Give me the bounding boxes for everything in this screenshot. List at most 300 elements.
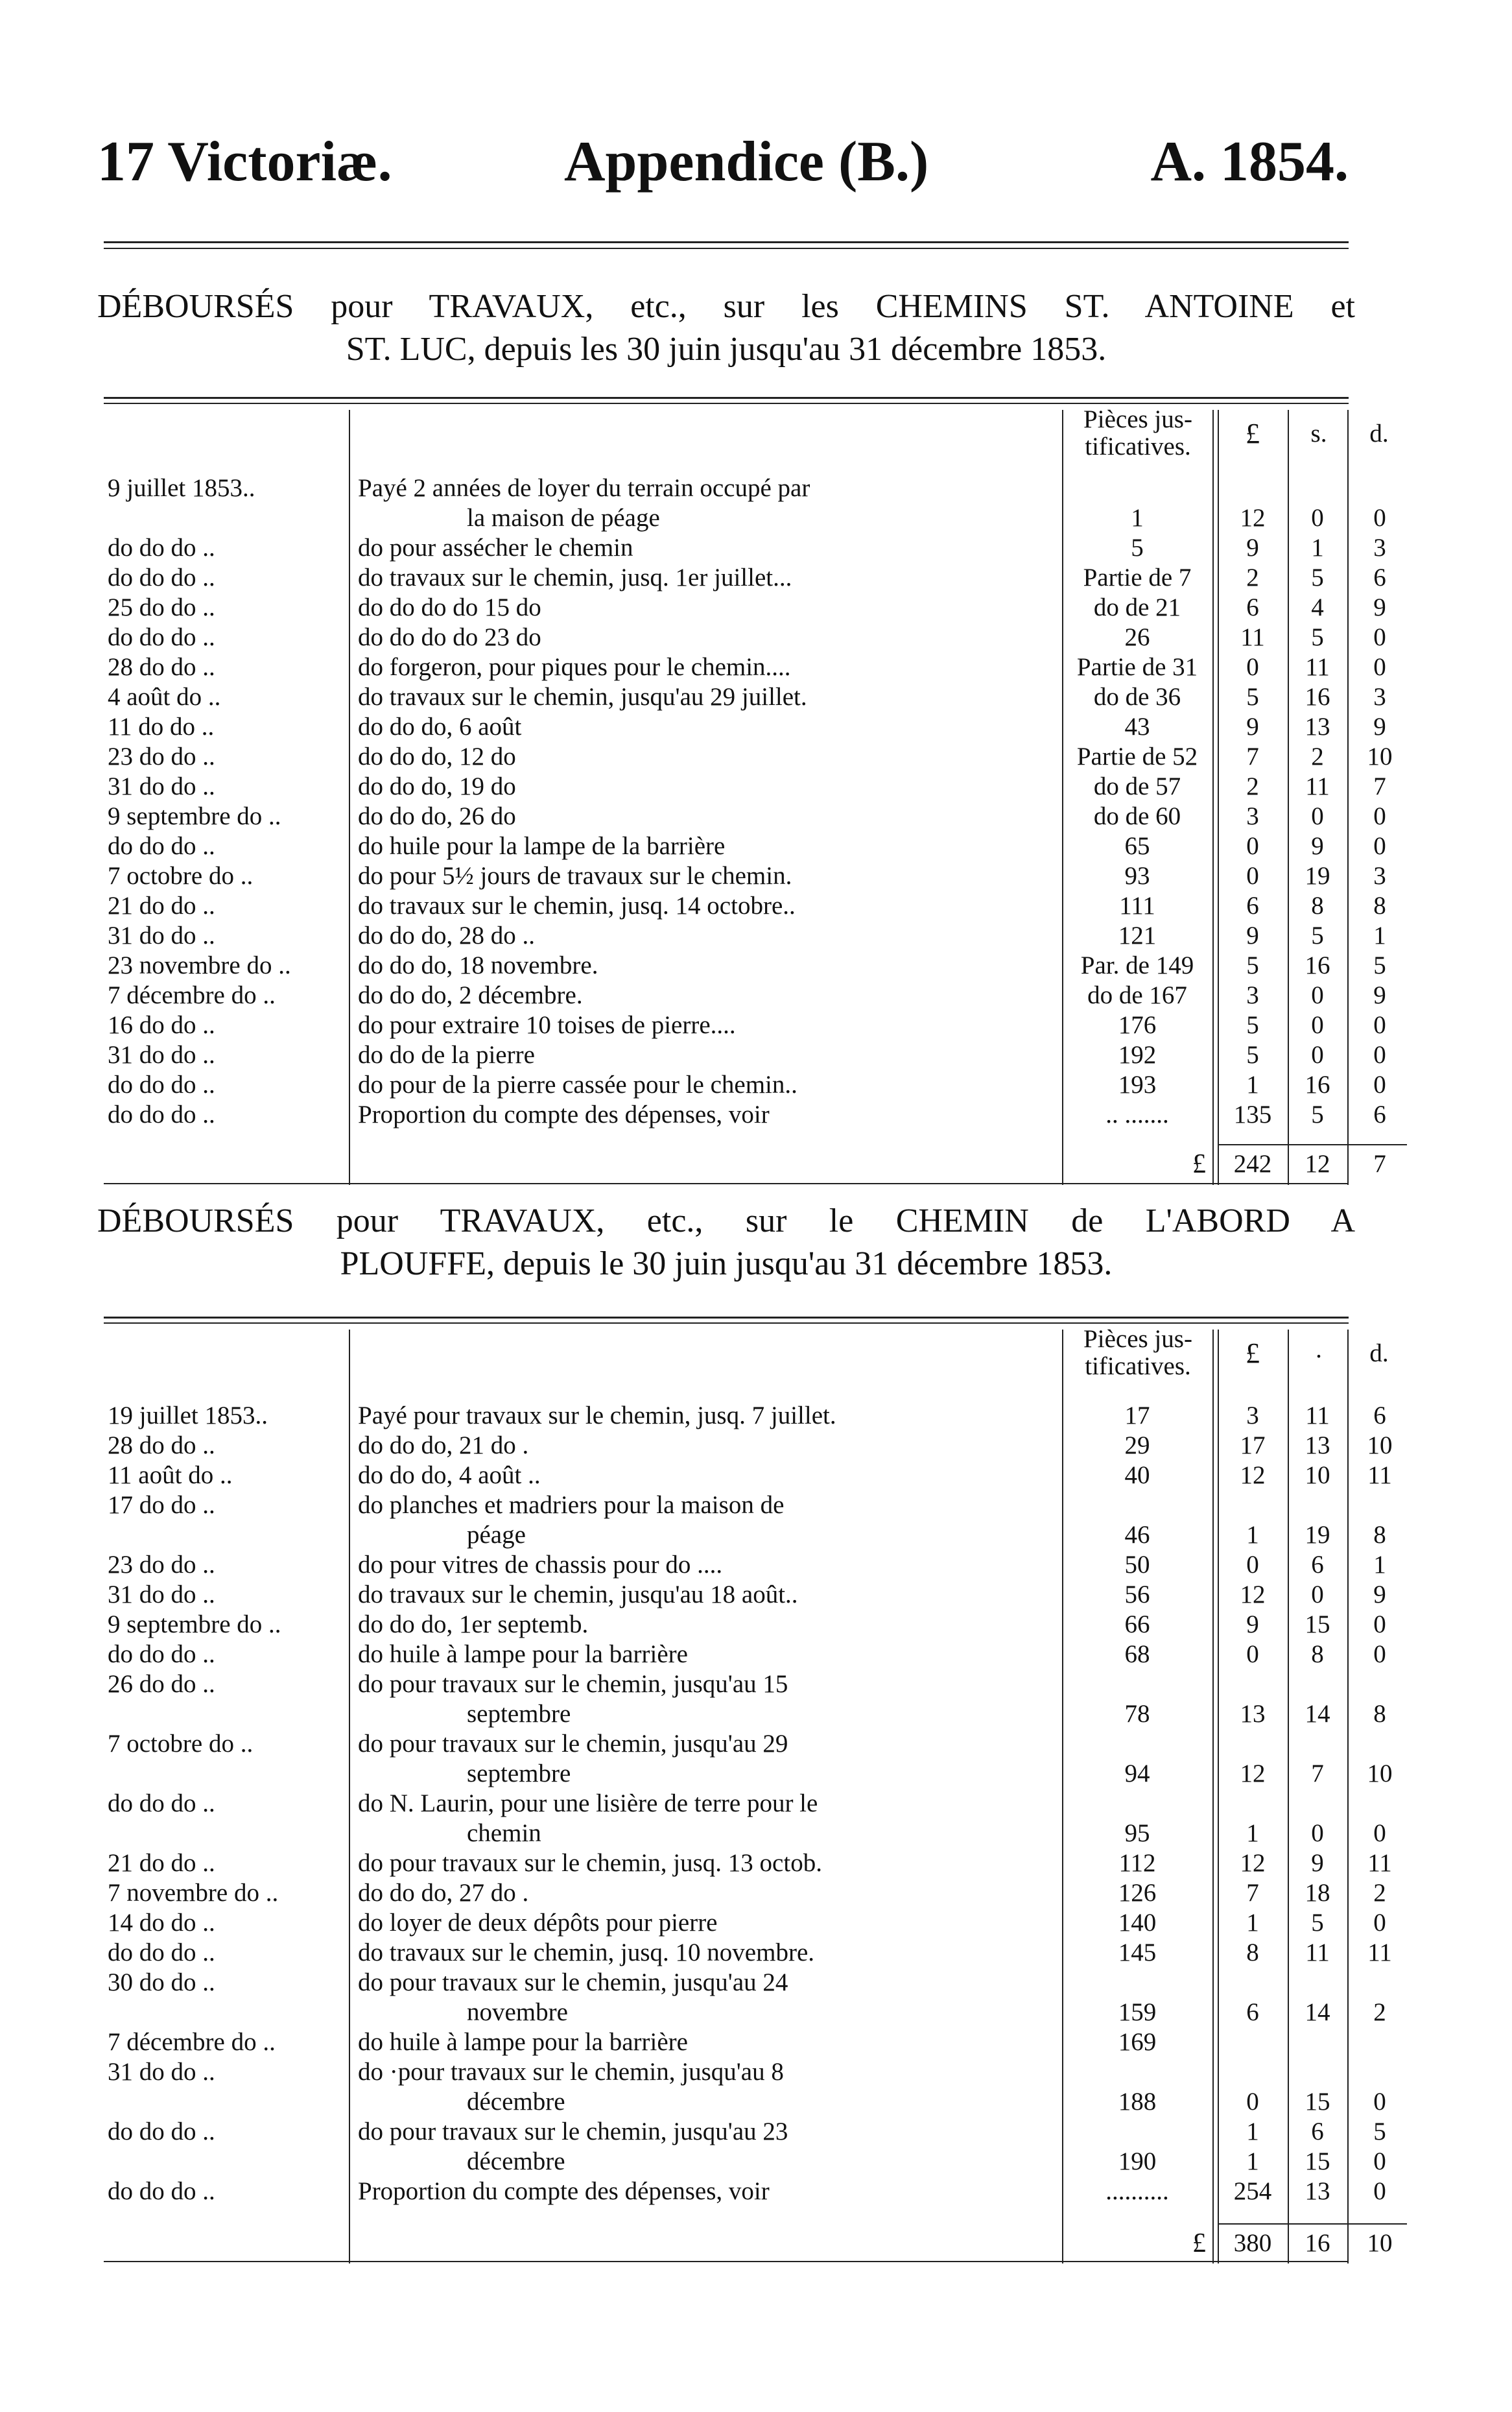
table-row-continuation	[104, 1699, 1386, 1729]
row-voucher: ..........	[1105, 2177, 1169, 2205]
row-description	[358, 533, 1058, 563]
table-bottom-rule	[104, 1183, 1349, 1184]
row-pounds: 0	[1246, 862, 1259, 890]
row-description-text: do do do, 12 do	[358, 743, 520, 770]
row-date: do do do ..	[108, 534, 215, 562]
total-currency: £	[1192, 2228, 1206, 2258]
row-date: 9 septembre do ..	[108, 1610, 281, 1638]
row-date: 31 do do ..	[108, 772, 215, 800]
row-description	[358, 1580, 1058, 1610]
row-description-text: do do de la pierre	[358, 1041, 539, 1069]
row-voucher: do de 60	[1093, 802, 1181, 830]
row-pence: 10	[1367, 1431, 1393, 1459]
table-row	[104, 563, 1386, 593]
row-voucher: 29	[1124, 1431, 1150, 1459]
table-row	[104, 652, 1386, 682]
row-pence: 0	[1373, 1071, 1386, 1099]
row-pence: 3	[1373, 683, 1386, 711]
row-date: 11 août do ..	[108, 1461, 233, 1489]
row-shillings: 2	[1311, 743, 1324, 770]
row-pence: 11	[1367, 1939, 1392, 1966]
row-shillings: 19	[1305, 862, 1330, 890]
table-row	[104, 1490, 1349, 1520]
row-description-text: do do do, 27 do .	[358, 1879, 532, 1907]
row-pence: 0	[1373, 1640, 1386, 1668]
row-description	[358, 861, 1058, 891]
row-pounds: 12	[1240, 504, 1266, 532]
row-shillings: 15	[1305, 2147, 1330, 2175]
row-description	[358, 1640, 1058, 1669]
row-pence: 0	[1373, 2088, 1386, 2116]
row-voucher: 192	[1118, 1041, 1157, 1069]
row-shillings: 0	[1311, 504, 1324, 532]
section1-table	[104, 397, 1393, 1185]
row-pence: 0	[1373, 2177, 1386, 2205]
row-voucher: 176	[1118, 1011, 1157, 1039]
row-description	[358, 891, 1058, 921]
row-description-text: do do do, 6 août	[358, 713, 525, 741]
table-row	[104, 1550, 1386, 1580]
row-description	[358, 2117, 1058, 2147]
table-row-continuation	[104, 1819, 1386, 1848]
row-date: 7 novembre do ..	[108, 1879, 279, 1907]
row-date: 31 do do ..	[108, 1581, 215, 1608]
row-shillings: 0	[1311, 1581, 1324, 1608]
row-voucher: 43	[1124, 713, 1150, 741]
total-shillings: 12	[1305, 1150, 1330, 1178]
row-voucher: Partie de 52	[1076, 743, 1198, 770]
table-row	[104, 1580, 1386, 1610]
row-description	[358, 1431, 1058, 1461]
row-date: do do do ..	[108, 1789, 215, 1817]
row-description	[358, 1401, 1058, 1431]
row-description	[358, 1100, 1058, 1130]
row-shillings: 11	[1305, 1402, 1330, 1429]
row-description-text: do travaux sur le chemin, jusqu'au 18 août..	[358, 1581, 802, 1608]
row-description-text: Payé pour travaux sur le chemin, jusq. 7 juillet.	[358, 1402, 840, 1429]
table-row	[104, 473, 1349, 503]
row-shillings: 9	[1311, 832, 1324, 860]
total-pounds: 242	[1233, 1150, 1272, 1178]
row-voucher: do de 36	[1093, 683, 1181, 711]
row-pounds: 1	[1246, 1909, 1259, 1937]
row-description	[358, 682, 1058, 712]
table-row	[104, 1729, 1349, 1759]
row-shillings: 0	[1311, 1041, 1324, 1069]
row-voucher: 145	[1118, 1939, 1157, 1966]
row-voucher: 111	[1119, 892, 1155, 920]
row-description-text: do ·pour travaux sur le chemin, jusqu'au 8	[358, 2058, 788, 2086]
row-voucher: 26	[1124, 623, 1150, 651]
row-date: do do do ..	[108, 1939, 215, 1966]
total-pence: 7	[1373, 1150, 1386, 1178]
row-voucher: 40	[1124, 1461, 1150, 1489]
row-description	[358, 1848, 1058, 1878]
row-voucher: 5	[1131, 534, 1144, 562]
row-date: 23 novembre do ..	[108, 951, 291, 979]
row-description-text: Payé 2 années de loyer du terrain occupé par	[358, 474, 814, 502]
total-shillings: 16	[1305, 2229, 1330, 2257]
col-header-pence: d.	[1369, 1339, 1389, 1367]
col-header-pieces	[1063, 1326, 1212, 1380]
row-pounds: 0	[1246, 1640, 1259, 1668]
row-description-text: do huile à lampe pour la barrière	[358, 1640, 692, 1668]
row-description-text: do planches et madriers pour la maison de	[358, 1491, 788, 1519]
row-continuation-text: chemin	[467, 1819, 545, 1847]
row-description-text: do pour travaux sur le chemin, jusq. 13 octob.	[358, 1849, 826, 1877]
row-pence: 0	[1373, 504, 1386, 532]
row-description	[358, 1878, 1058, 1908]
row-description	[358, 951, 1058, 981]
row-pence: 6	[1373, 1101, 1386, 1128]
row-continuation-text: la maison de péage	[467, 504, 664, 532]
table-row	[104, 1938, 1392, 1968]
row-date: 21 do do ..	[108, 892, 215, 920]
row-pounds: 9	[1246, 1610, 1259, 1638]
row-shillings: 13	[1305, 1431, 1330, 1459]
row-description	[358, 712, 1058, 742]
row-description-text: do do do do 23 do	[358, 623, 545, 651]
row-continuation-text: péage	[467, 1521, 530, 1549]
row-description-text: do N. Laurin, pour une lisière de terre pour le	[358, 1789, 821, 1817]
row-description-text: do travaux sur le chemin, jusqu'au 29 juillet.	[358, 683, 811, 711]
row-description	[358, 1610, 1058, 1640]
row-shillings: 15	[1305, 2088, 1330, 2116]
row-description	[358, 802, 1058, 831]
row-description-text: do do do, 2 décembre.	[358, 981, 587, 1009]
row-continuation-text: septembre	[467, 1760, 574, 1787]
row-date: 7 décembre do ..	[108, 2028, 276, 2056]
table-row	[104, 1610, 1386, 1640]
col-header-shillings: .	[1316, 1335, 1322, 1363]
col-header-pieces-line1: Pièces jus-	[1083, 1325, 1192, 1353]
row-description	[358, 772, 1058, 802]
row-pence: 0	[1373, 623, 1386, 651]
row-pounds: 5	[1246, 1041, 1259, 1069]
table-row	[104, 1070, 1386, 1100]
row-shillings: 0	[1311, 1011, 1324, 1039]
col-header-shillings: s.	[1310, 420, 1327, 448]
row-date: 14 do do ..	[108, 1909, 215, 1937]
table-top-rule	[104, 1317, 1349, 1319]
year-label: A. 1854.	[1150, 130, 1349, 193]
row-shillings: 16	[1305, 951, 1330, 979]
table-row	[104, 772, 1386, 802]
row-shillings: 11	[1305, 653, 1330, 681]
row-pounds: 1	[1246, 1819, 1259, 1847]
row-voucher: do de 167	[1087, 981, 1187, 1009]
row-description-text: do pour travaux sur le chemin, jusqu'au 23	[358, 2118, 792, 2145]
row-description-text: do pour de la pierre cassée pour le chemin..	[358, 1071, 801, 1099]
total-pounds: 380	[1233, 2229, 1272, 2257]
row-pounds: 12	[1240, 1760, 1266, 1787]
row-date: 17 do do ..	[108, 1491, 215, 1519]
row-pounds: 5	[1246, 951, 1259, 979]
row-continuation-text: novembre	[467, 1998, 572, 2026]
row-pence: 11	[1367, 1849, 1392, 1877]
row-pounds: 1	[1246, 1521, 1259, 1549]
leader-dots	[467, 1840, 1058, 1842]
row-description	[358, 1669, 1058, 1699]
row-date: 11 do do ..	[108, 713, 215, 741]
row-shillings: 0	[1311, 981, 1324, 1009]
row-description-continuation	[467, 2087, 1058, 2117]
row-description	[358, 2177, 1058, 2206]
row-voucher: Partie de 31	[1076, 653, 1198, 681]
row-description-continuation	[467, 1819, 1058, 1848]
table-row-continuation	[104, 1520, 1386, 1550]
row-shillings: 8	[1311, 892, 1324, 920]
row-shillings: 8	[1311, 1640, 1324, 1668]
row-shillings: 6	[1311, 2118, 1324, 2145]
row-voucher: 121	[1118, 922, 1157, 949]
row-description-text: do huile pour la lampe de la barrière	[358, 832, 729, 860]
table-row	[104, 831, 1386, 861]
row-description-text: do pour travaux sur le chemin, jusqu'au 29	[358, 1730, 792, 1758]
table-row	[104, 742, 1393, 772]
row-pounds: 11	[1240, 623, 1265, 651]
row-pounds: 0	[1246, 832, 1259, 860]
row-voucher: 188	[1118, 2088, 1157, 2116]
row-description	[358, 593, 1058, 623]
row-pounds: 2	[1246, 564, 1259, 591]
row-description	[358, 1789, 1058, 1819]
row-voucher: 56	[1124, 1581, 1150, 1608]
row-date: 30 do do ..	[108, 1968, 215, 1996]
row-description-text: do do do, 19 do	[358, 772, 520, 800]
row-shillings: 0	[1311, 802, 1324, 830]
row-description	[358, 1070, 1058, 1100]
row-description-text: Proportion du compte des dépenses, voir	[358, 2177, 774, 2205]
row-shillings: 19	[1305, 1521, 1330, 1549]
row-date: 9 juillet 1853..	[108, 474, 255, 502]
row-description-continuation	[467, 1520, 1058, 1550]
row-pence: 10	[1367, 743, 1393, 770]
row-description-text: do do do, 28 do ..	[358, 922, 539, 949]
table-row	[104, 533, 1386, 563]
row-description	[358, 473, 1058, 503]
row-pounds: 12	[1240, 1581, 1266, 1608]
row-pounds: 0	[1246, 1551, 1259, 1579]
row-description-continuation	[467, 1699, 1058, 1729]
row-shillings: 14	[1305, 1700, 1330, 1728]
col-header-pieces-line2: tificatives.	[1085, 1352, 1191, 1380]
table-row	[104, 921, 1386, 951]
row-date: 31 do do ..	[108, 2058, 215, 2086]
table-bottom-rule	[104, 2261, 1349, 2262]
row-voucher: 78	[1124, 1700, 1150, 1728]
row-pence: 2	[1373, 1879, 1386, 1907]
table-row	[104, 1040, 1386, 1070]
row-voucher: 112	[1118, 1849, 1156, 1877]
table-row	[104, 2027, 1349, 2057]
table-row	[104, 593, 1386, 623]
row-continuation-text: décembre	[467, 2147, 569, 2175]
row-date: 21 do do ..	[108, 1849, 215, 1877]
row-shillings: 11	[1305, 772, 1330, 800]
row-pounds: 9	[1246, 713, 1259, 741]
row-voucher: 169	[1118, 2028, 1157, 2056]
row-description-text: do do do, 18 novembre.	[358, 951, 602, 979]
table-row-continuation	[104, 503, 1386, 533]
row-pounds: 7	[1246, 743, 1259, 770]
row-description-text: do pour 5½ jours de travaux sur le chemin.	[358, 862, 796, 890]
table-row	[104, 1640, 1386, 1669]
row-pounds: 0	[1246, 653, 1259, 681]
row-description-text: do loyer de deux dépôts pour pierre	[358, 1909, 722, 1937]
sum-rule	[1219, 1144, 1407, 1145]
row-date: 23 do do ..	[108, 1551, 215, 1579]
row-description	[358, 1729, 1058, 1759]
row-voucher: 140	[1118, 1909, 1157, 1937]
row-pence: 6	[1373, 1402, 1386, 1429]
section2-title	[97, 1200, 1355, 1285]
row-date: 19 juillet 1853..	[108, 1402, 268, 1429]
row-voucher: 193	[1118, 1071, 1157, 1099]
col-header-pounds: £	[1246, 418, 1260, 449]
appendix-label: Appendice (B.)	[564, 130, 929, 193]
table-top-rule	[104, 397, 1349, 399]
row-pence: 0	[1373, 1610, 1386, 1638]
row-pounds: 9	[1246, 922, 1259, 949]
row-continuation-text: décembre	[467, 2088, 569, 2116]
total-currency: £	[1192, 1149, 1206, 1179]
row-date: 9 septembre do ..	[108, 802, 281, 830]
row-voucher: Par. de 149	[1080, 951, 1194, 979]
row-pounds: 5	[1246, 1011, 1259, 1039]
table-row	[104, 623, 1386, 652]
row-pence: 0	[1373, 832, 1386, 860]
row-pence: 1	[1373, 1551, 1386, 1579]
row-description-text: do travaux sur le chemin, jusq. 1er juillet...	[358, 564, 796, 591]
section1-title	[97, 285, 1355, 371]
row-description	[358, 1040, 1058, 1070]
row-description	[358, 2057, 1058, 2087]
table-row-continuation	[104, 2087, 1386, 2117]
row-shillings: 14	[1305, 1998, 1330, 2026]
table-row	[104, 1878, 1386, 1908]
row-pounds: 12	[1240, 1849, 1266, 1877]
row-pence: 0	[1373, 2147, 1386, 2175]
row-pounds: 254	[1233, 2177, 1272, 2205]
row-description	[358, 652, 1058, 682]
row-shillings: 13	[1305, 2177, 1330, 2205]
row-shillings: 10	[1305, 1461, 1330, 1489]
section1-title-line1: DÉBOURSÉS pour TRAVAUX, etc., sur les CHEMINS ST. ANTOINE et	[97, 288, 1355, 325]
row-pence: 1	[1373, 922, 1386, 949]
row-pounds: 7	[1246, 1879, 1259, 1907]
row-pounds: 5	[1246, 683, 1259, 711]
table-row	[104, 712, 1386, 742]
table-row	[104, 1848, 1392, 1878]
row-pounds: 6	[1246, 892, 1259, 920]
row-pence: 8	[1373, 1700, 1386, 1728]
row-description	[358, 563, 1058, 593]
page-header	[97, 123, 1349, 201]
section2-title-line1: DÉBOURSÉS pour TRAVAUX, etc., sur le CHEMIN de L'ABORD A	[97, 1202, 1355, 1239]
row-description-continuation	[467, 1759, 1058, 1789]
row-pence: 0	[1373, 802, 1386, 830]
row-description-text: do pour assécher le chemin	[358, 534, 637, 562]
row-pounds: 17	[1240, 1431, 1266, 1459]
table-row	[104, 1100, 1386, 1130]
row-pence: 0	[1373, 653, 1386, 681]
row-date: do do do ..	[108, 623, 215, 651]
row-continuation-text: septembre	[467, 1700, 574, 1728]
row-description-text: do do do, 21 do .	[358, 1431, 532, 1459]
row-date: 31 do do ..	[108, 1041, 215, 1069]
row-voucher: 1	[1131, 504, 1144, 532]
row-pounds: 3	[1246, 1402, 1259, 1429]
row-pence: 0	[1373, 1909, 1386, 1937]
row-date: do do do ..	[108, 2177, 215, 2205]
total-pence: 10	[1367, 2229, 1393, 2257]
table-row-continuation	[104, 1998, 1386, 2027]
table-row	[104, 1461, 1392, 1490]
row-pence: 0	[1373, 1041, 1386, 1069]
row-pounds: 1	[1246, 1071, 1259, 1099]
row-shillings: 5	[1311, 1909, 1324, 1937]
row-description-text: do huile à lampe pour la barrière	[358, 2028, 692, 2056]
row-pence: 5	[1373, 2118, 1386, 2145]
row-shillings: 15	[1305, 1610, 1330, 1638]
row-pence: 0	[1373, 1819, 1386, 1847]
row-pounds: 6	[1246, 593, 1259, 621]
table-row	[104, 951, 1386, 981]
table-row	[104, 891, 1386, 921]
row-description-text: do pour travaux sur le chemin, jusqu'au 24	[358, 1968, 792, 1996]
row-description	[358, 1908, 1058, 1938]
row-pence: 8	[1373, 892, 1386, 920]
row-date: 23 do do ..	[108, 743, 215, 770]
row-voucher: 126	[1118, 1879, 1157, 1907]
row-pence: 2	[1373, 1998, 1386, 2026]
row-date: 16 do do ..	[108, 1011, 215, 1039]
row-voucher: do de 57	[1093, 772, 1181, 800]
row-description-continuation	[467, 1998, 1058, 2027]
row-pounds: 6	[1246, 1998, 1259, 2026]
row-pounds: 1	[1246, 2118, 1259, 2145]
row-description	[358, 1461, 1058, 1490]
col-header-pounds: £	[1246, 1337, 1260, 1369]
row-pence: 3	[1373, 534, 1386, 562]
row-description-text: do pour travaux sur le chemin, jusqu'au 15	[358, 1670, 792, 1698]
section1-total-row	[104, 1149, 1386, 1179]
row-date: do do do ..	[108, 2118, 215, 2145]
row-description-text: do pour extraire 10 toises de pierre....	[358, 1011, 740, 1039]
table-row	[104, 1010, 1386, 1040]
row-voucher: .. .......	[1105, 1101, 1169, 1128]
row-pence: 9	[1373, 593, 1386, 621]
table-row	[104, 2117, 1349, 2147]
row-voucher: 95	[1124, 1819, 1150, 1847]
row-shillings: 13	[1305, 713, 1330, 741]
row-description-text: do do do, 1er septemb.	[358, 1610, 592, 1638]
row-shillings: 5	[1311, 922, 1324, 949]
row-voucher: 17	[1124, 1402, 1150, 1429]
row-voucher: 68	[1124, 1640, 1150, 1668]
row-date: do do do ..	[108, 832, 215, 860]
row-shillings: 4	[1311, 593, 1324, 621]
table-row	[104, 1401, 1386, 1431]
row-shillings: 16	[1305, 683, 1330, 711]
leader-dots	[467, 1542, 1058, 1544]
row-description	[358, 1938, 1058, 1968]
row-pounds: 13	[1240, 1700, 1266, 1728]
table-row	[104, 981, 1386, 1010]
row-pounds: 135	[1233, 1101, 1272, 1128]
row-voucher: 46	[1124, 1521, 1150, 1549]
